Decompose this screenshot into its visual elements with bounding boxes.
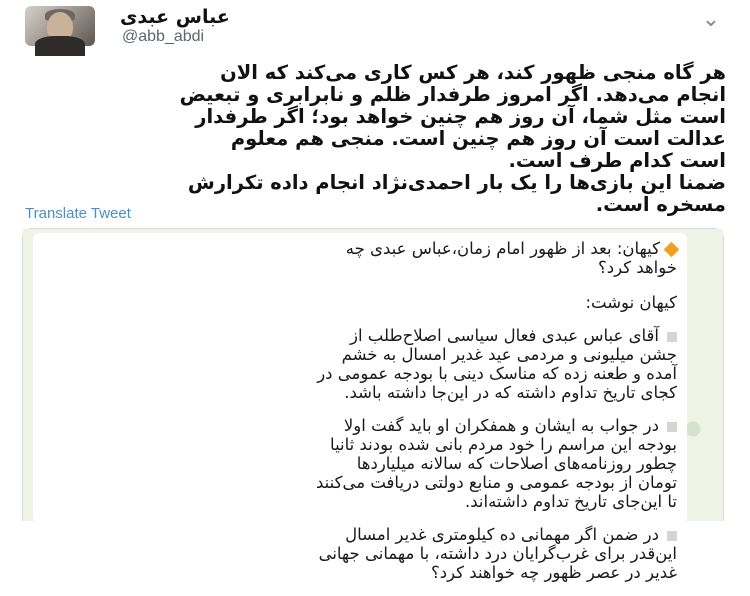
embed-paragraph-line: چطور روزنامه‌های اصلاحات که سالانه میلیاردها [356,454,677,473]
tweet-line: مسخره است. [595,193,726,216]
embed-line-text: در ضمن اگر مهمانی ده کیلومتری غدیر امسال [345,525,659,544]
embedded-image[interactable] [22,228,724,582]
tweet-line: هر گاه منجی ظهور کند، هر کس کاری می‌کند که الان [220,61,726,84]
embed-paragraph-line: تومان از بودجه عمومی و منابع دولتی دریافت می‌کنند [316,473,677,492]
embed-paragraph-line [57,525,677,544]
embed-paragraph [57,525,677,582]
author-handle[interactable]: @abb_abdi [122,28,205,45]
embed-line-text: در جواب به ایشان و همفکران او باید گفت اولا [343,416,659,435]
embed-paragraph-line: این‌قدر برای غرب‌گرایان درد داشته، با مهمانی جهانی [318,544,677,563]
bullet-icon [667,332,677,342]
embed-title-line [57,239,677,258]
tweet-line: انجام می‌دهد. اگر امروز طرفدار ظلم و نابرابری و تبعیض [179,83,726,106]
diamond-icon [664,242,680,258]
embed-paragraph-line: آمده و طعنه زده که مناسک دینی با بودجه عمومی در [317,364,677,383]
embed-paragraph-line [57,326,677,345]
avatar-body [35,36,85,56]
embed-paragraph-line: تا این‌جای تاریخ تداوم داشته‌اند. [465,492,677,511]
embed-paragraph-line: غدیر در عصر ظهور چه خواهند کرد؟ [430,563,677,582]
embed-paragraph [57,326,677,402]
tweet-line: است کدام طرف است. [508,149,726,172]
author-name[interactable]: عباس عبدی [120,6,230,28]
embed-paragraph-line: کجای تاریخ تداوم داشته که در این‌جا داشته باشد. [344,383,677,402]
avatar[interactable] [25,6,95,46]
embed-paragraph-line: بودجه این مراسم را خود مردم بانی شده بودند ثانیا [330,435,677,454]
embed-paragraph-line [57,416,677,435]
embed-paragraph [57,416,677,511]
embed-text [57,239,677,596]
embed-paragraph-line: جشن میلیونی و مردمی عید غدیر امسال به خشم [341,345,677,364]
bullet-icon [667,531,677,541]
tweet-text [28,62,726,216]
embed-title-line: خواهد کرد؟ [598,258,677,277]
tweet-line: است مثل شما، آن روز هم چنین خواهد بود؛ اگر طرفدار [195,105,726,128]
embed-subtitle: کیهان نوشت: [585,293,677,312]
tweet-line: ضمنا این بازی‌ها را یک بار احمدی‌نژاد انجام داده تکرارش [187,171,726,194]
more-options-chevron-icon[interactable]: ⌄ [701,7,721,32]
embed-title-text: کیهان: بعد از ظهور امام زمان،عباس عبدی چه [345,239,660,258]
embed-text-card [33,233,687,582]
embed-title [57,239,677,277]
bullet-icon [667,422,677,432]
translate-tweet-link[interactable]: Translate Tweet [25,205,131,222]
embed-line-text: آقای عباس عبدی فعال سیاسی اصلاح‌طلب از [350,326,659,345]
tweet-line: عدالت است آن روز هم چنین است. منجی هم معلوم [230,127,726,150]
